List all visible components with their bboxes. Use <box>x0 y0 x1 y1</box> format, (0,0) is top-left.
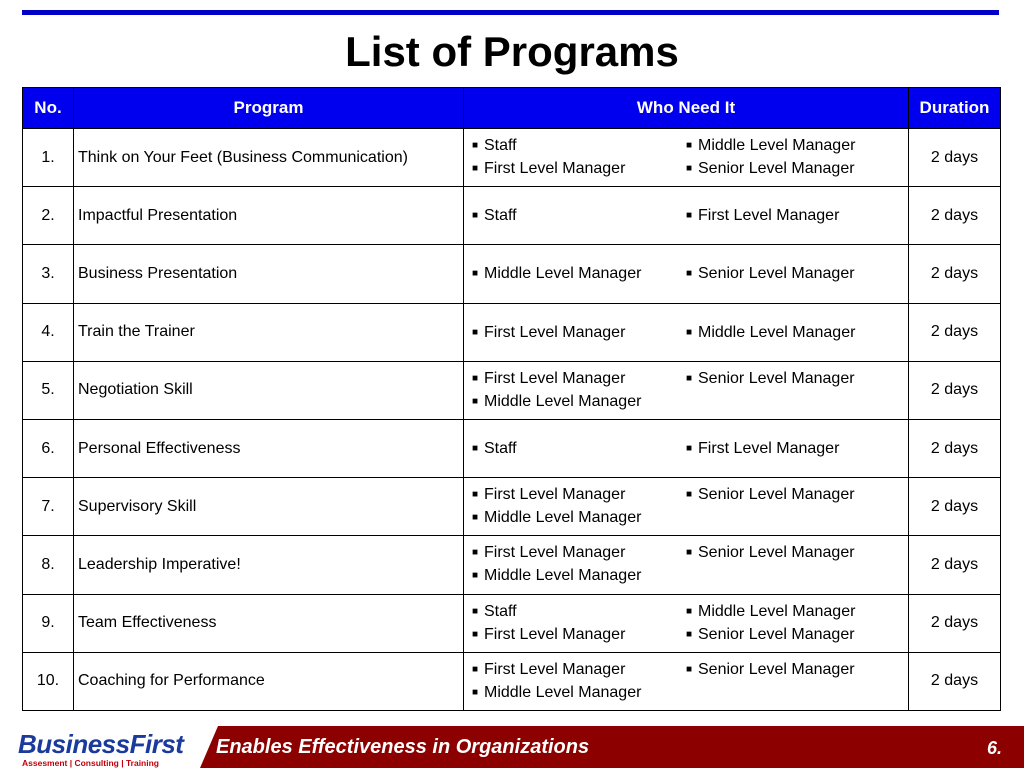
row-number: 2. <box>23 187 74 245</box>
audience-column-right <box>686 600 900 647</box>
audience-column-left <box>472 134 686 181</box>
company-logo <box>18 730 193 768</box>
audience-item <box>686 367 900 390</box>
audience-item <box>472 157 686 180</box>
audience-column-left <box>472 483 686 530</box>
audience-item <box>686 541 900 564</box>
program-name: Team Effectiveness <box>74 594 464 652</box>
audience-column-left <box>472 309 686 356</box>
audience-label: Senior Level Manager <box>698 160 855 177</box>
audience-label: First Level Manager <box>698 440 840 458</box>
audience-item <box>686 483 900 506</box>
duration: 2 days <box>909 245 1001 303</box>
audience-label: First Level Manager <box>484 369 626 387</box>
square-bullet-icon: ■ <box>472 268 479 280</box>
audience-item <box>472 437 686 460</box>
audience-item <box>686 321 900 344</box>
square-bullet-icon: ■ <box>686 163 693 174</box>
audience-item <box>472 681 686 704</box>
audience-label: First Level Manager <box>698 207 840 225</box>
audience-item <box>686 623 900 646</box>
audience-item <box>472 390 686 413</box>
audience-column-right <box>686 134 900 181</box>
who-need-it-cell <box>464 419 909 477</box>
audience-column-right <box>686 250 900 297</box>
audience-item <box>472 564 686 587</box>
audience-column-left <box>472 541 686 588</box>
audience-label: Senior Level Manager <box>698 265 855 283</box>
table-row <box>23 245 1001 303</box>
audience-column-right <box>686 367 900 414</box>
audience-label: Senior Level Manager <box>698 544 855 562</box>
audience-column-right <box>686 309 900 356</box>
square-bullet-icon: ■ <box>472 210 479 222</box>
square-bullet-icon: ■ <box>472 605 479 617</box>
audience-item <box>686 600 900 623</box>
program-name: Think on Your Feet (Business Communication) <box>74 129 464 187</box>
who-need-it-cell <box>464 594 909 652</box>
square-bullet-icon: ■ <box>686 210 693 222</box>
table-row <box>23 361 1001 419</box>
audience-item <box>472 623 686 646</box>
audience-item <box>472 658 686 681</box>
square-bullet-icon: ■ <box>472 628 479 640</box>
square-bullet-icon: ■ <box>686 489 693 501</box>
audience-column-left <box>472 600 686 647</box>
duration: 2 days <box>909 187 1001 245</box>
table-row <box>23 129 1001 187</box>
header-duration: Duration <box>909 88 1001 129</box>
header-who-need-it: Who Need It <box>464 88 909 129</box>
audience-label: First Level Manager <box>484 486 626 504</box>
duration: 2 days <box>909 303 1001 361</box>
program-name: Personal Effectiveness <box>74 419 464 477</box>
audience-label: First Level Manager <box>484 660 626 678</box>
square-bullet-icon: ■ <box>686 372 693 384</box>
slide-title: List of Programs <box>345 28 679 75</box>
row-number: 9. <box>23 594 74 652</box>
logo-name: BusinessFirst <box>18 729 184 759</box>
square-bullet-icon: ■ <box>472 443 479 455</box>
audience-item <box>472 134 686 157</box>
audience-column-right <box>686 192 900 239</box>
audience-item <box>686 262 900 285</box>
duration: 2 days <box>909 536 1001 594</box>
who-need-it-cell <box>464 652 909 710</box>
table-row <box>23 594 1001 652</box>
square-bullet-icon: ■ <box>472 489 479 501</box>
square-bullet-icon: ■ <box>686 663 693 675</box>
square-bullet-icon: ■ <box>472 395 479 407</box>
programs-table <box>22 87 1001 711</box>
audience-label: Middle Level Manager <box>484 567 642 585</box>
audience-label: First Level Manager <box>484 625 626 643</box>
table-row <box>23 419 1001 477</box>
audience-column-right <box>686 483 900 530</box>
audience-item <box>472 600 686 623</box>
row-number: 10. <box>23 652 74 710</box>
row-number: 5. <box>23 361 74 419</box>
who-need-it-cell <box>464 536 909 594</box>
logo-tagline: Assesment | Consulting | Training <box>22 758 159 768</box>
table-row <box>23 536 1001 594</box>
program-name: Supervisory Skill <box>74 478 464 536</box>
square-bullet-icon: ■ <box>472 547 479 559</box>
square-bullet-icon: ■ <box>472 163 479 174</box>
square-bullet-icon: ■ <box>686 628 693 640</box>
square-bullet-icon: ■ <box>472 372 479 384</box>
audience-item <box>472 321 686 344</box>
square-bullet-icon: ■ <box>686 268 693 280</box>
table-header-row <box>23 88 1001 129</box>
audience-column-left <box>472 250 686 297</box>
square-bullet-icon: ■ <box>472 140 479 151</box>
table-row <box>23 303 1001 361</box>
audience-label: Middle Level Manager <box>484 265 642 283</box>
audience-label: Middle Level Manager <box>698 323 856 341</box>
duration: 2 days <box>909 594 1001 652</box>
square-bullet-icon: ■ <box>686 326 693 338</box>
audience-label: Staff <box>484 207 517 225</box>
audience-label: Middle Level Manager <box>484 509 642 527</box>
table-row <box>23 187 1001 245</box>
program-name: Negotiation Skill <box>74 361 464 419</box>
audience-label: Staff <box>484 602 517 620</box>
audience-column-right <box>686 541 900 588</box>
who-need-it-cell <box>464 478 909 536</box>
audience-label: Middle Level Manager <box>698 137 856 154</box>
audience-label: Senior Level Manager <box>698 486 855 504</box>
square-bullet-icon: ■ <box>686 443 693 455</box>
audience-item <box>686 204 900 227</box>
audience-item <box>472 204 686 227</box>
table-row <box>23 652 1001 710</box>
audience-column-left <box>472 192 686 239</box>
audience-item <box>686 134 900 157</box>
row-number: 1. <box>23 129 74 187</box>
who-need-it-cell <box>464 245 909 303</box>
program-name: Coaching for Performance <box>74 652 464 710</box>
header-program: Program <box>74 88 464 129</box>
duration: 2 days <box>909 419 1001 477</box>
duration: 2 days <box>909 478 1001 536</box>
duration: 2 days <box>909 652 1001 710</box>
row-number: 7. <box>23 478 74 536</box>
table-body <box>23 129 1001 711</box>
program-name: Train the Trainer <box>74 303 464 361</box>
audience-label: Middle Level Manager <box>484 683 642 701</box>
audience-column-left <box>472 367 686 414</box>
square-bullet-icon: ■ <box>472 570 479 582</box>
square-bullet-icon: ■ <box>686 547 693 559</box>
header-no: No. <box>23 88 74 129</box>
audience-item <box>472 262 686 285</box>
program-name: Leadership Imperative! <box>74 536 464 594</box>
square-bullet-icon: ■ <box>472 512 479 524</box>
row-number: 6. <box>23 419 74 477</box>
audience-item <box>686 658 900 681</box>
square-bullet-icon: ■ <box>472 663 479 675</box>
audience-label: First Level Manager <box>484 544 626 562</box>
duration: 2 days <box>909 361 1001 419</box>
audience-column-right <box>686 658 900 705</box>
audience-column-left <box>472 425 686 472</box>
program-name: Impactful Presentation <box>74 187 464 245</box>
audience-label: Staff <box>484 137 517 154</box>
page-number: 6. <box>986 738 1002 758</box>
audience-item <box>686 437 900 460</box>
audience-column-left <box>472 658 686 705</box>
audience-label: Senior Level Manager <box>698 625 855 643</box>
square-bullet-icon: ■ <box>686 140 693 151</box>
audience-column-right <box>686 425 900 472</box>
row-number: 3. <box>23 245 74 303</box>
audience-label: Staff <box>484 440 517 458</box>
duration: 2 days <box>909 129 1001 187</box>
footer-tagline: Enables Effectiveness in Organizations <box>216 736 590 758</box>
audience-label: Senior Level Manager <box>698 369 855 387</box>
who-need-it-cell <box>464 187 909 245</box>
square-bullet-icon: ■ <box>472 326 479 338</box>
audience-item <box>472 367 686 390</box>
audience-item <box>472 506 686 529</box>
audience-label: Middle Level Manager <box>484 392 642 410</box>
who-need-it-cell <box>464 129 909 187</box>
program-name: Business Presentation <box>74 245 464 303</box>
top-divider <box>22 10 999 15</box>
square-bullet-icon: ■ <box>686 605 693 617</box>
audience-label: Middle Level Manager <box>698 602 856 620</box>
audience-item <box>472 541 686 564</box>
audience-item <box>686 157 900 180</box>
audience-label: Senior Level Manager <box>698 660 855 678</box>
row-number: 4. <box>23 303 74 361</box>
square-bullet-icon: ■ <box>472 686 479 698</box>
who-need-it-cell <box>464 303 909 361</box>
audience-label: First Level Manager <box>484 160 626 177</box>
table-row <box>23 478 1001 536</box>
audience-item <box>472 483 686 506</box>
who-need-it-cell <box>464 361 909 419</box>
row-number: 8. <box>23 536 74 594</box>
audience-label: First Level Manager <box>484 323 626 341</box>
